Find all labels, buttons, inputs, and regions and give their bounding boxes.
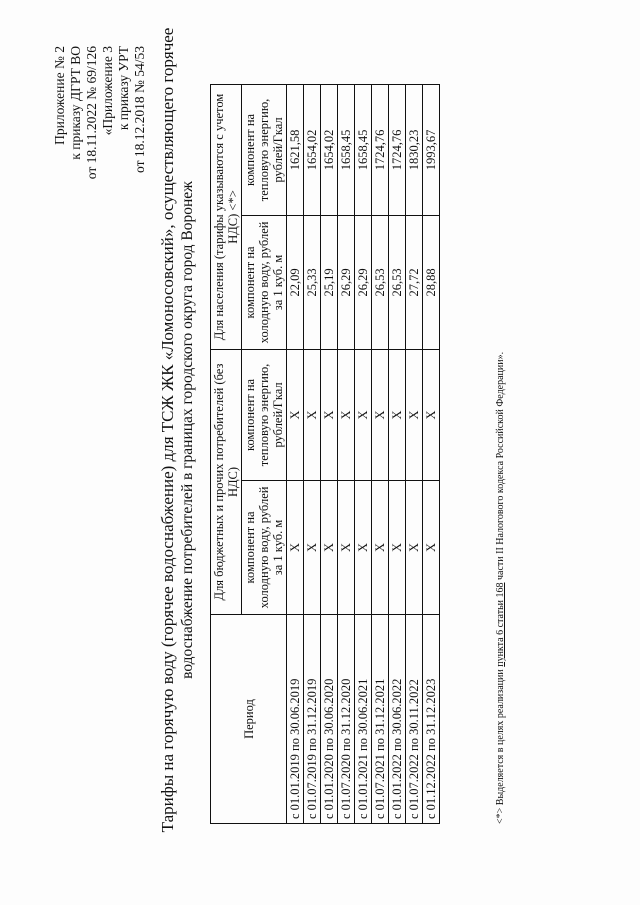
- population-cold-header: компонент на холодную воду, рублей за 1 куб. м: [242, 215, 287, 349]
- population-heat-cell: 1621,58: [287, 85, 304, 216]
- prev-appendix-number: «Приложение 3: [100, 46, 115, 136]
- budget-cold-cell: X: [355, 480, 372, 614]
- population-cold-cell: 26,53: [372, 215, 389, 349]
- budget-heat-cell: X: [406, 350, 423, 481]
- budget-cold-header: компонент на холодную воду, рублей за 1 куб. м: [242, 480, 287, 614]
- population-cold-cell: 22,09: [287, 215, 304, 349]
- appendix-order: к приказу ДГРТ ВО: [68, 46, 83, 160]
- table-row: [372, 85, 389, 824]
- period-cell: с 01.12.2022 по 31.12.2023: [423, 615, 440, 824]
- appendix-header-previous: [100, 46, 148, 173]
- table-row: [355, 85, 372, 824]
- population-heat-header: компонент на тепловую энергию, рублей/Гкал: [242, 85, 287, 216]
- title-line-1: Тарифы на горячую воду (горячее водоснабжение) для ТСЖ ЖК «Ломоносовский», осуществляющего горячее: [158, 27, 177, 833]
- period-cell: с 01.01.2021 по 30.06.2021: [355, 615, 372, 824]
- table-row: [406, 85, 423, 824]
- table-row: [304, 85, 321, 824]
- population-heat-cell: 1830,23: [406, 85, 423, 216]
- table-row: [287, 85, 304, 824]
- rotated-document-content: [40, 0, 580, 860]
- footnote: [495, 352, 507, 824]
- footnote-text-before: <*> Выделяется в целях реализации: [495, 666, 506, 824]
- budget-heat-cell: X: [355, 350, 372, 481]
- population-cold-cell: 26,53: [389, 215, 406, 349]
- population-cold-cell: 26,29: [338, 215, 355, 349]
- population-heat-cell: 1993,67: [423, 85, 440, 216]
- budget-cold-cell: X: [372, 480, 389, 614]
- period-header: Период: [211, 615, 287, 824]
- tariff-table: [210, 84, 440, 824]
- table-row: [389, 85, 406, 824]
- period-cell: с 01.07.2021 по 31.12.2021: [372, 615, 389, 824]
- period-cell: с 01.01.2020 по 30.06.2020: [321, 615, 338, 824]
- period-cell: с 01.07.2019 по 31.12.2019: [304, 615, 321, 824]
- budget-cold-cell: X: [304, 480, 321, 614]
- population-heat-cell: 1654,02: [321, 85, 338, 216]
- budget-heat-cell: X: [338, 350, 355, 481]
- table-row: [423, 85, 440, 824]
- budget-cold-cell: X: [406, 480, 423, 614]
- appendix-number: Приложение № 2: [52, 46, 67, 145]
- document-title: [158, 0, 198, 860]
- budget-heat-cell: X: [287, 350, 304, 481]
- population-cold-cell: 27,72: [406, 215, 423, 349]
- budget-group-header: Для бюджетных и прочих потребителей (без НДС): [211, 350, 242, 615]
- budget-cold-cell: X: [389, 480, 406, 614]
- population-group-header: Для населения (тарифы указываются с учетом НДС) <*>: [211, 85, 242, 350]
- population-cold-cell: 26,29: [355, 215, 372, 349]
- footnote-text-after: части II Налогового кодекса Российской Федерации».: [495, 351, 506, 583]
- footnote-link-tax-code[interactable]: пункта 6 статьи 168: [495, 582, 506, 667]
- population-cold-cell: 25,33: [304, 215, 321, 349]
- title-line-2: водоснабжение потребителей в границах городского округа город Воронеж: [179, 181, 196, 679]
- budget-heat-cell: X: [423, 350, 440, 481]
- budget-heat-cell: X: [372, 350, 389, 481]
- period-cell: с 01.01.2022 по 30.06.2022: [389, 615, 406, 824]
- appendix-header-current: [52, 46, 100, 179]
- budget-cold-cell: X: [423, 480, 440, 614]
- period-cell: с 01.07.2020 по 31.12.2020: [338, 615, 355, 824]
- budget-heat-cell: X: [304, 350, 321, 481]
- budget-cold-cell: X: [321, 480, 338, 614]
- population-cold-cell: 25,19: [321, 215, 338, 349]
- population-heat-cell: 1724,76: [389, 85, 406, 216]
- population-cold-cell: 28,88: [423, 215, 440, 349]
- appendix-order-date: от 18.11.2022 № 69/126: [84, 46, 99, 180]
- budget-heat-header: компонент на тепловую энергию, рублей/Гкал: [242, 350, 287, 481]
- population-heat-cell: 1658,45: [338, 85, 355, 216]
- period-cell: с 01.07.2022 по 30.11.2022: [406, 615, 423, 824]
- budget-heat-cell: X: [321, 350, 338, 481]
- population-heat-cell: 1724,76: [372, 85, 389, 216]
- population-heat-cell: 1658,45: [355, 85, 372, 216]
- population-heat-cell: 1654,02: [304, 85, 321, 216]
- budget-cold-cell: X: [287, 480, 304, 614]
- prev-appendix-order-date: от 18.12.2018 № 54/53: [132, 46, 147, 173]
- budget-cold-cell: X: [338, 480, 355, 614]
- period-cell: с 01.01.2019 по 30.06.2019: [287, 615, 304, 824]
- prev-appendix-order: к приказу УРТ: [116, 46, 131, 131]
- budget-heat-cell: X: [389, 350, 406, 481]
- table-row: [338, 85, 355, 824]
- table-row: [321, 85, 338, 824]
